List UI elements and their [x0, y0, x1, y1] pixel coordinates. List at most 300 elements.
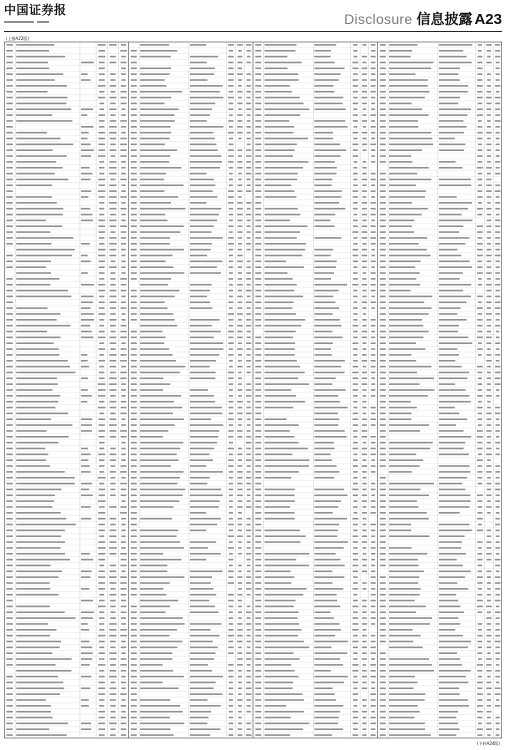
cell-text-placeholder — [439, 184, 471, 186]
cell-text-placeholder — [16, 50, 49, 52]
cell-text-placeholder — [6, 530, 12, 532]
cell-text-placeholder — [487, 261, 492, 263]
cell-text-placeholder — [237, 699, 242, 701]
cell-text-placeholder — [389, 635, 421, 637]
cell-text-placeholder — [255, 483, 261, 485]
cell-text-placeholder — [246, 436, 251, 438]
cell-text-placeholder — [99, 266, 105, 268]
cell-text-placeholder — [247, 424, 251, 426]
cell-text-placeholder — [99, 494, 105, 496]
cell-text-placeholder — [314, 366, 341, 368]
cell-text-placeholder — [353, 266, 357, 268]
cell-text-placeholder — [353, 588, 359, 590]
cell-text-placeholder — [121, 617, 126, 619]
cell-text-placeholder — [477, 337, 483, 339]
cell-text-placeholder — [99, 424, 105, 426]
cell-text-placeholder — [439, 530, 472, 532]
cell-text-placeholder — [380, 652, 386, 654]
cell-text-placeholder — [495, 184, 500, 186]
cell-text-placeholder — [353, 331, 358, 333]
cell-text-placeholder — [255, 641, 261, 643]
cell-text-placeholder — [314, 506, 338, 508]
cell-text-placeholder — [439, 454, 469, 456]
cell-text-placeholder — [255, 155, 261, 157]
cell-text-placeholder — [121, 500, 125, 502]
cell-text-placeholder — [371, 687, 375, 689]
cell-text-placeholder — [6, 360, 12, 362]
cell-text-placeholder — [121, 383, 126, 385]
cell-text-placeholder — [389, 407, 417, 409]
cell-text-placeholder — [81, 167, 90, 169]
cell-text-placeholder — [255, 448, 261, 450]
cell-text-placeholder — [121, 600, 126, 602]
cell-text-placeholder — [16, 553, 65, 555]
cell-text-placeholder — [487, 734, 490, 736]
cell-text-placeholder — [478, 184, 482, 186]
cell-text-placeholder — [439, 132, 464, 134]
cell-text-placeholder — [110, 73, 115, 75]
cell-text-placeholder — [495, 687, 501, 689]
cell-text-placeholder — [265, 594, 304, 596]
cell-text-placeholder — [229, 184, 233, 186]
cell-text-placeholder — [353, 79, 359, 81]
cell-text-placeholder — [439, 325, 459, 327]
cell-text-placeholder — [140, 68, 171, 70]
cell-text-placeholder — [371, 126, 376, 128]
cell-text-placeholder — [229, 348, 233, 350]
cell-text-placeholder — [380, 337, 386, 339]
cell-text-placeholder — [131, 401, 137, 403]
cell-text-placeholder — [98, 249, 105, 251]
cell-text-placeholder — [371, 331, 375, 333]
cell-text-placeholder — [121, 255, 125, 257]
cell-text-placeholder — [496, 79, 500, 81]
cell-text-placeholder — [237, 132, 242, 134]
cell-text-placeholder — [6, 220, 12, 222]
cell-text-placeholder — [140, 418, 184, 420]
cell-text-placeholder — [486, 448, 491, 450]
cell-text-placeholder — [81, 553, 90, 555]
cell-text-placeholder — [98, 711, 105, 713]
cell-text-placeholder — [228, 664, 233, 666]
cell-text-placeholder — [255, 413, 261, 415]
cell-text-placeholder — [495, 202, 500, 204]
cell-text-placeholder — [16, 220, 46, 222]
cell-text-placeholder — [371, 500, 376, 502]
cell-text-placeholder — [486, 413, 491, 415]
cell-text-placeholder — [352, 606, 358, 608]
cell-text-placeholder — [190, 506, 219, 508]
cell-text-placeholder — [238, 395, 242, 397]
cell-text-placeholder — [486, 553, 492, 555]
cell-text-placeholder — [478, 44, 482, 46]
cell-text-placeholder — [487, 319, 492, 321]
cell-text-placeholder — [255, 261, 261, 263]
cell-text-placeholder — [237, 73, 243, 75]
cell-text-placeholder — [495, 220, 500, 222]
cell-text-placeholder — [229, 114, 233, 116]
cell-text-placeholder — [140, 272, 184, 274]
cell-text-placeholder — [495, 272, 500, 274]
cell-text-placeholder — [495, 97, 501, 99]
cell-text-placeholder — [237, 220, 242, 222]
table-column-group-3 — [253, 42, 378, 738]
cell-text-placeholder — [229, 284, 233, 286]
cell-text-placeholder — [81, 243, 90, 245]
cell-text-placeholder — [389, 337, 423, 339]
cell-text-placeholder — [99, 307, 105, 309]
cell-text-placeholder — [495, 559, 501, 561]
cell-text-placeholder — [16, 559, 70, 561]
cell-text-placeholder — [439, 120, 464, 122]
cell-text-placeholder — [6, 723, 12, 725]
cell-text-placeholder — [131, 261, 137, 263]
cell-text-placeholder — [190, 103, 215, 105]
cell-text-placeholder — [229, 179, 233, 181]
cell-text-placeholder — [247, 617, 251, 619]
cell-text-placeholder — [98, 588, 105, 590]
cell-text-placeholder — [255, 255, 261, 257]
cell-text-placeholder — [131, 383, 137, 385]
cell-text-placeholder — [371, 108, 375, 110]
cell-text-placeholder — [228, 79, 234, 81]
cell-text-placeholder — [228, 202, 234, 204]
cell-text-placeholder — [99, 325, 104, 327]
cell-text-placeholder — [265, 68, 288, 70]
cell-text-placeholder — [439, 588, 468, 590]
cell-text-placeholder — [110, 664, 116, 666]
cell-text-placeholder — [228, 73, 234, 75]
cell-text-placeholder — [6, 68, 12, 70]
cell-text-placeholder — [238, 354, 242, 356]
cell-text-placeholder — [238, 465, 242, 467]
cell-text-placeholder — [389, 728, 425, 730]
cell-text-placeholder — [486, 606, 492, 608]
cell-text-placeholder — [495, 500, 500, 502]
cell-text-placeholder — [246, 623, 251, 625]
cell-text-placeholder — [255, 547, 261, 549]
cell-text-placeholder — [140, 413, 173, 415]
cell-text-placeholder — [362, 44, 366, 46]
cell-text-placeholder — [6, 571, 12, 573]
cell-text-placeholder — [371, 535, 375, 537]
cell-text-placeholder — [353, 477, 357, 479]
cell-text-placeholder — [6, 606, 12, 608]
cell-text-placeholder — [314, 477, 334, 479]
cell-text-placeholder — [98, 290, 105, 292]
cell-text-placeholder — [314, 413, 338, 415]
cell-text-placeholder — [121, 389, 126, 391]
cell-text-placeholder — [486, 62, 491, 64]
cell-text-placeholder — [81, 337, 93, 339]
cell-text-placeholder — [110, 307, 116, 309]
cell-text-placeholder — [265, 266, 304, 268]
cell-text-placeholder — [6, 676, 12, 678]
cell-text-placeholder — [265, 144, 297, 146]
cell-text-placeholder — [478, 50, 482, 52]
cell-text-placeholder — [486, 670, 491, 672]
cell-text-placeholder — [109, 337, 116, 339]
cell-text-placeholder — [247, 465, 251, 467]
cell-text-placeholder — [6, 611, 12, 613]
cell-text-placeholder — [370, 301, 375, 303]
cell-text-placeholder — [81, 389, 88, 391]
cell-text-placeholder — [6, 284, 12, 286]
cell-text-placeholder — [131, 483, 137, 485]
cell-text-placeholder — [120, 565, 126, 567]
cell-text-placeholder — [6, 313, 12, 315]
cell-text-placeholder — [363, 395, 367, 397]
cell-text-placeholder — [487, 366, 491, 368]
cell-text-placeholder — [121, 670, 126, 672]
cell-text-placeholder — [190, 693, 223, 695]
cell-text-placeholder — [255, 711, 261, 713]
cell-text-placeholder — [229, 173, 233, 175]
cell-text-placeholder — [247, 524, 251, 526]
cell-text-placeholder — [389, 126, 418, 128]
cell-text-placeholder — [389, 56, 411, 58]
cell-text-placeholder — [228, 430, 233, 432]
cell-text-placeholder — [16, 582, 50, 584]
cell-text-placeholder — [495, 313, 500, 315]
cell-text-placeholder — [140, 255, 172, 257]
cell-text-placeholder — [255, 307, 261, 309]
cell-text-placeholder — [131, 231, 137, 233]
cell-text-placeholder — [140, 717, 170, 719]
cell-text-placeholder — [362, 184, 366, 186]
cell-text-placeholder — [140, 108, 179, 110]
cell-text-placeholder — [228, 225, 233, 227]
cell-text-placeholder — [190, 407, 222, 409]
cell-text-placeholder — [389, 418, 411, 420]
cell-text-placeholder — [131, 389, 137, 391]
cell-text-placeholder — [110, 617, 116, 619]
cell-text-placeholder — [371, 196, 375, 198]
cell-text-placeholder — [496, 617, 500, 619]
cell-text-placeholder — [487, 296, 492, 298]
cell-text-placeholder — [486, 290, 491, 292]
cell-text-placeholder — [140, 155, 170, 157]
cell-text-placeholder — [265, 728, 303, 730]
cell-text-placeholder — [314, 161, 335, 163]
cell-text-placeholder — [237, 261, 243, 263]
cell-text-placeholder — [228, 676, 233, 678]
cell-text-placeholder — [255, 220, 261, 222]
cell-text-placeholder — [389, 494, 429, 496]
cell-text-placeholder — [98, 687, 105, 689]
cell-text-placeholder — [478, 658, 482, 660]
cell-text-placeholder — [477, 366, 483, 368]
cell-text-placeholder — [6, 699, 12, 701]
cell-text-placeholder — [362, 652, 367, 654]
cell-text-placeholder — [371, 571, 375, 573]
cell-text-placeholder — [229, 50, 233, 52]
cell-text-placeholder — [371, 284, 376, 286]
cell-text-placeholder — [99, 208, 104, 210]
cell-text-placeholder — [6, 641, 12, 643]
cell-text-placeholder — [109, 723, 117, 725]
cell-text-placeholder — [16, 459, 46, 461]
cell-text-placeholder — [140, 454, 177, 456]
cell-text-placeholder — [265, 220, 290, 222]
cell-text-placeholder — [121, 167, 125, 169]
cell-text-placeholder — [131, 418, 137, 420]
cell-text-placeholder — [229, 471, 233, 473]
cell-text-placeholder — [314, 301, 335, 303]
cell-text-placeholder — [98, 284, 105, 286]
cell-text-placeholder — [352, 664, 358, 666]
cell-text-placeholder — [439, 108, 471, 110]
cell-text-placeholder — [190, 68, 215, 70]
cell-text-placeholder — [247, 500, 251, 502]
cell-text-placeholder — [121, 687, 125, 689]
cell-text-placeholder — [477, 471, 482, 473]
cell-text-placeholder — [190, 108, 212, 110]
cell-text-placeholder — [255, 506, 261, 508]
cell-text-placeholder — [389, 623, 430, 625]
cell-text-placeholder — [16, 705, 51, 707]
cell-text-placeholder — [314, 62, 334, 64]
cell-text-placeholder — [486, 44, 491, 46]
cell-text-placeholder — [487, 676, 490, 678]
cell-text-placeholder — [99, 103, 104, 105]
cell-text-placeholder — [109, 594, 116, 596]
cell-text-placeholder — [477, 249, 482, 251]
cell-text-placeholder — [353, 711, 359, 713]
cell-text-placeholder — [238, 108, 241, 110]
cell-text-placeholder — [353, 471, 358, 473]
cell-text-placeholder — [111, 477, 116, 479]
cell-text-placeholder — [314, 249, 333, 251]
cell-text-placeholder — [190, 190, 213, 192]
cell-text-placeholder — [439, 664, 462, 666]
cell-text-placeholder — [16, 290, 68, 292]
cell-text-placeholder — [255, 687, 261, 689]
cell-text-placeholder — [16, 196, 52, 198]
cell-text-placeholder — [353, 108, 357, 110]
cell-text-placeholder — [486, 465, 491, 467]
cell-text-placeholder — [246, 687, 251, 689]
cell-text-placeholder — [6, 138, 12, 140]
cell-text-placeholder — [389, 114, 429, 116]
cell-text-placeholder — [246, 734, 252, 736]
cell-text-placeholder — [246, 588, 251, 590]
cell-text-placeholder — [229, 477, 233, 479]
cell-text-placeholder — [255, 231, 261, 233]
cell-text-placeholder — [255, 325, 261, 327]
cell-text-placeholder — [495, 301, 501, 303]
cell-text-placeholder — [314, 582, 332, 584]
cell-text-placeholder — [6, 389, 12, 391]
cell-text-placeholder — [190, 220, 217, 222]
cell-text-placeholder — [439, 62, 472, 64]
cell-text-placeholder — [389, 734, 431, 736]
cell-text-placeholder — [439, 565, 463, 567]
cell-text-placeholder — [362, 220, 366, 222]
cell-text-placeholder — [371, 278, 376, 280]
cell-text-placeholder — [255, 196, 261, 198]
cell-text-placeholder — [131, 670, 137, 672]
cell-text-placeholder — [495, 44, 500, 46]
cell-text-placeholder — [99, 114, 105, 116]
cell-text-placeholder — [439, 494, 470, 496]
cell-text-placeholder — [238, 571, 241, 573]
cell-text-placeholder — [352, 231, 358, 233]
cell-text-placeholder — [6, 576, 12, 578]
cell-text-placeholder — [380, 284, 386, 286]
cell-text-placeholder — [16, 471, 65, 473]
cell-text-placeholder — [487, 647, 492, 649]
cell-text-placeholder — [6, 231, 12, 233]
cell-text-placeholder — [265, 103, 304, 105]
cell-text-placeholder — [353, 307, 358, 309]
cell-text-placeholder — [99, 436, 105, 438]
cell-text-placeholder — [131, 348, 137, 350]
cell-text-placeholder — [121, 594, 127, 596]
cell-text-placeholder — [477, 307, 483, 309]
cell-text-placeholder — [265, 687, 293, 689]
cell-text-placeholder — [496, 62, 500, 64]
cell-text-placeholder — [265, 337, 293, 339]
cell-text-placeholder — [353, 559, 358, 561]
cell-text-placeholder — [478, 676, 482, 678]
cell-text-placeholder — [99, 682, 105, 684]
cell-text-placeholder — [371, 553, 375, 555]
cell-text-placeholder — [362, 582, 366, 584]
cell-text-placeholder — [486, 255, 492, 257]
cell-text-placeholder — [110, 571, 117, 573]
cell-text-placeholder — [247, 518, 251, 520]
cell-text-placeholder — [380, 73, 386, 75]
cell-text-placeholder — [238, 606, 242, 608]
cell-text-placeholder — [380, 553, 386, 555]
cell-text-placeholder — [255, 647, 261, 649]
cell-text-placeholder — [6, 494, 12, 496]
cell-text-placeholder — [99, 366, 104, 368]
cell-text-placeholder — [16, 132, 47, 134]
cell-text-placeholder — [6, 500, 12, 502]
cell-text-placeholder — [487, 161, 491, 163]
cell-text-placeholder — [389, 331, 429, 333]
cell-text-placeholder — [389, 588, 421, 590]
cell-text-placeholder — [131, 319, 137, 321]
cell-text-placeholder — [190, 56, 218, 58]
cell-text-placeholder — [380, 319, 386, 321]
cell-text-placeholder — [16, 68, 49, 70]
cell-text-placeholder — [255, 676, 261, 678]
cell-text-placeholder — [265, 173, 298, 175]
cell-text-placeholder — [190, 378, 216, 380]
cell-text-placeholder — [229, 611, 233, 613]
cell-text-placeholder — [81, 676, 91, 678]
cell-text-placeholder — [6, 635, 12, 637]
cell-text-placeholder — [237, 506, 242, 508]
cell-text-placeholder — [16, 85, 67, 87]
cell-text-placeholder — [265, 237, 297, 239]
cell-text-placeholder — [237, 296, 242, 298]
cell-text-placeholder — [237, 664, 243, 666]
cell-text-placeholder — [190, 307, 212, 309]
cell-text-placeholder — [99, 372, 104, 374]
cell-text-placeholder — [140, 407, 182, 409]
cell-text-placeholder — [131, 436, 137, 438]
cell-text-placeholder — [371, 465, 376, 467]
cell-text-placeholder — [229, 728, 233, 730]
cell-text-placeholder — [487, 600, 491, 602]
cell-text-placeholder — [228, 547, 234, 549]
cell-text-placeholder — [495, 225, 500, 227]
cell-text-placeholder — [314, 705, 343, 707]
